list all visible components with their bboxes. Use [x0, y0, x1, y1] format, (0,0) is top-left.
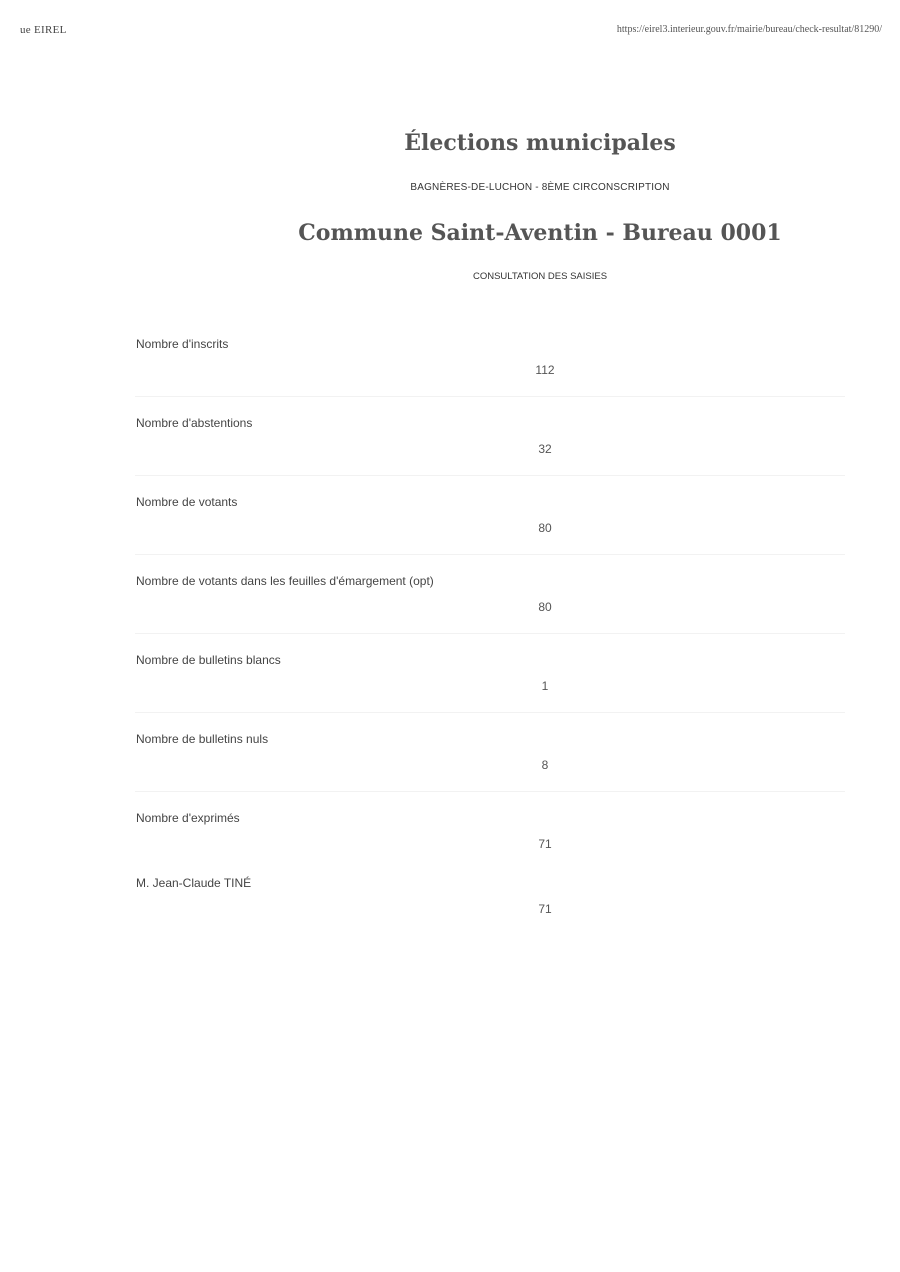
consultation-label: CONSULTATION DES SAISIES	[472, 271, 608, 282]
commune-title: Commune Saint-Aventin - Bureau 0001	[298, 220, 782, 246]
row-separator	[135, 554, 845, 555]
print-header-left: ue EIREL	[20, 24, 67, 36]
stat-label: Nombre de bulletins nuls	[136, 732, 269, 746]
stat-value: 32	[538, 442, 552, 456]
stat-value: 112	[535, 363, 555, 377]
row-separator	[135, 791, 845, 792]
row-separator	[135, 633, 845, 634]
stat-value: 8	[541, 758, 549, 772]
stat-label: Nombre d'inscrits	[136, 337, 229, 351]
stat-label: Nombre de bulletins blancs	[136, 653, 281, 667]
circonscription-subtitle: BAGNÈRES-DE-LUCHON - 8ÈME CIRCONSCRIPTION	[410, 182, 670, 193]
stat-value: 1	[541, 679, 549, 693]
stat-value: 80	[538, 521, 552, 535]
print-header-url: https://eirel3.interieur.gouv.fr/mairie/bureau/check-resultat/81290/	[616, 24, 882, 35]
row-separator	[135, 396, 845, 397]
row-separator	[135, 712, 845, 713]
candidate-name: M. Jean-Claude TINÉ	[136, 876, 252, 890]
stat-label: Nombre de votants dans les feuilles d'émargement (opt)	[136, 574, 434, 588]
stat-label: Nombre d'abstentions	[136, 416, 253, 430]
stat-value: 71	[538, 837, 552, 851]
stat-label: Nombre de votants	[136, 495, 238, 509]
row-separator	[135, 475, 845, 476]
stat-value: 80	[538, 600, 552, 614]
candidate-votes: 71	[538, 902, 552, 916]
stat-label: Nombre d'exprimés	[136, 811, 240, 825]
page-title: Élections municipales	[404, 130, 676, 156]
